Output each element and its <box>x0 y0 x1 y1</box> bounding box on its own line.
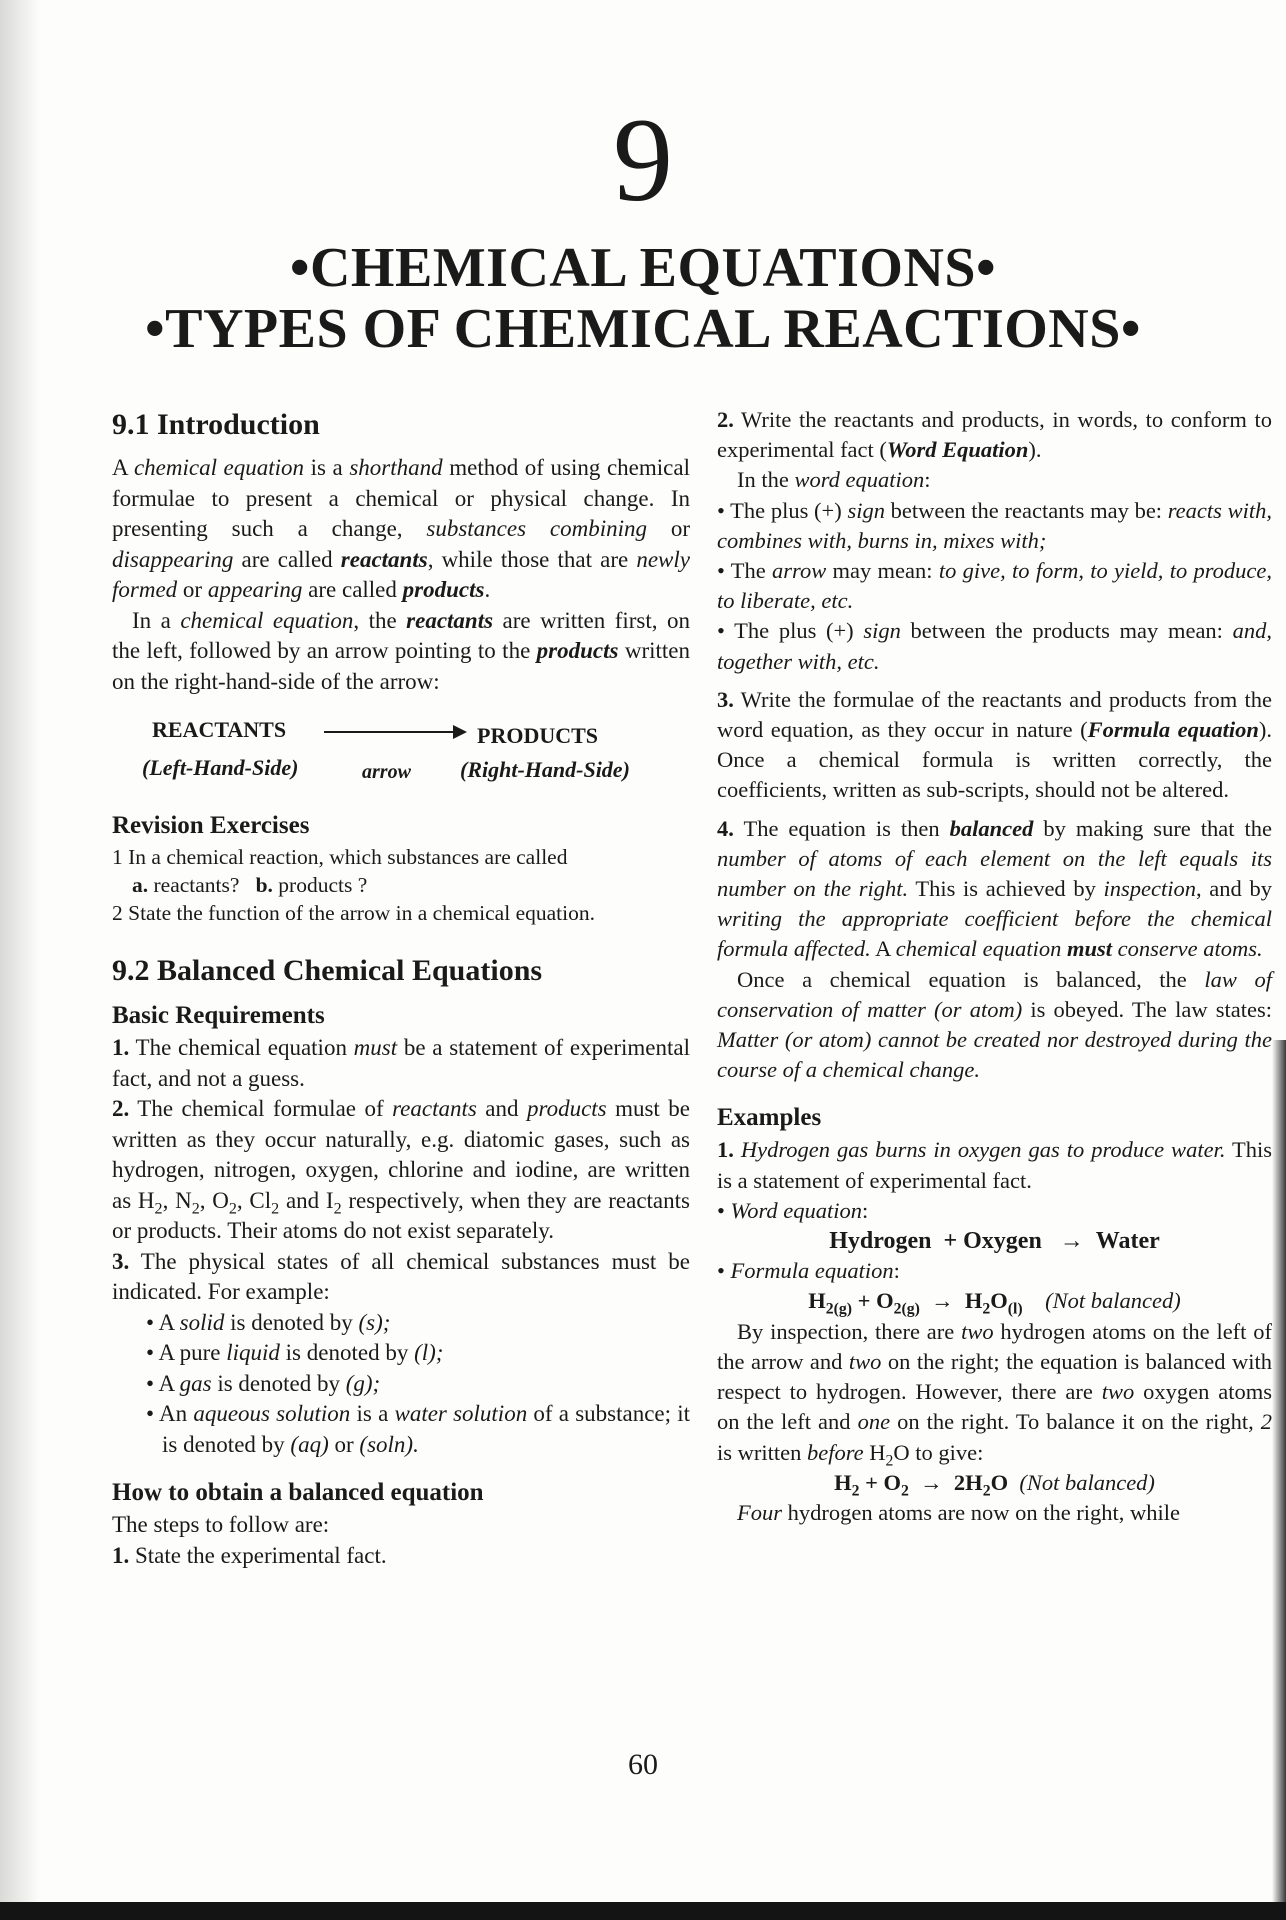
word-equation-label: • Word equation: <box>717 1197 869 1223</box>
chapter-title-line-2: •TYPES OF CHEMICAL REACTIONS• <box>144 298 1141 360</box>
requirement-3: 3. The physical states of all chemical substances must be indicated. For example: <box>112 1248 690 1304</box>
flow-lhs-label: (Left-Hand-Side) <box>142 755 299 780</box>
four-hydrogen-text: Four hydrogen atoms are now on the right, while <box>737 1499 1181 1525</box>
word-equation: Hydrogen + Oxygen → Water <box>829 1228 1160 1255</box>
step-2-intro: In the word equation: <box>737 467 931 493</box>
state-item: • A solid is denoted by (s); <box>146 1309 391 1335</box>
flow-arrow-line <box>324 731 456 733</box>
basic-requirements-heading: Basic Requirements <box>112 1002 325 1029</box>
inspection-paragraph: By inspection, there are two hydrogen atoms on the left of the arrow and two on the right; the equation is balanced with respect to hydrogen. However, there are two oxygen atoms on the left and one on the right. To balance it on the right, 2 is written before $H_2O$ to give: <box>717 1318 1273 1469</box>
step-3: 3. Write the formulae of the reactants and products from the word equation, as they occur in nature (Formula equation). Once a chemical formula is written correctly, the coefficients, written as sub-scripts, should not be altered. <box>717 686 1273 803</box>
intro-paragraph-1: A chemical equation is a shorthand method of using chemical formulae to present a chemical or physical change. In presenting such a change, substances combining or disappearing are called reactants, while those that are newly formed or appearing are called products. <box>112 455 690 602</box>
conservation-law: Once a chemical equation is balanced, the law of conservation of matter (or atom) is obeyed. The law states: Matter (or atom) cannot be created nor destroyed during the course of a chemical change. <box>717 966 1272 1083</box>
state-item: • A gas is denoted by (g); <box>146 1370 381 1396</box>
step-4: 4. The equation is then balanced by making sure that the number of atoms of each element on the left equals its number on the right. This is achieved by inspection, and by writing the appropriate coefficient before the chemical formula affected. A chemical equation must conserve atoms. <box>717 815 1272 962</box>
page-bottom-edge <box>0 1902 1286 1920</box>
flow-rhs-label: (Right-Hand-Side) <box>460 757 630 782</box>
formula-equation-label: • Formula equation: <box>717 1258 900 1284</box>
revision-question-1-options: a. reactants? b. products ? <box>132 873 368 897</box>
reaction-flow-diagram <box>112 715 690 801</box>
step-2-bullet-2: • The arrow may mean: to give, to form, to yield, to produce, to liberate, etc. <box>717 558 1273 614</box>
section-heading-intro: 9.1 Introduction <box>112 408 320 441</box>
how-to-heading: How to obtain a balanced equation <box>112 1479 484 1506</box>
equation-2: $H_2 + O_2 \to 2H_2O$ (Not balanced) <box>834 1469 1155 1500</box>
revision-question-2: 2 State the function of the arrow in a chemical equation. <box>112 901 595 925</box>
step-2: 2. Write the reactants and products, in words, to conform to experimental fact (Word Equation). <box>717 407 1272 463</box>
state-item: • An aqueous solution is a water solution of a substance; it is denoted by (aq) or (soln). <box>146 1401 690 1457</box>
page-edge-shadow <box>1272 1040 1286 1920</box>
section-heading-balanced: 9.2 Balanced Chemical Equations <box>112 954 543 987</box>
arrow-right-icon <box>453 725 467 739</box>
flow-arrow-label: arrow <box>362 761 411 783</box>
step-1: 1. State the experimental fact. <box>112 1542 387 1568</box>
example-1: 1. Hydrogen gas burns in oxygen gas to produce water. This is a statement of experimental fact. <box>717 1137 1272 1193</box>
left-column <box>112 405 690 1571</box>
steps-intro: The steps to follow are: <box>112 1512 330 1537</box>
requirement-1: 1. The chemical equation must be a statement of experimental fact, and not a guess. <box>112 1035 690 1091</box>
state-list <box>112 1308 690 1461</box>
step-2-bullet-1: • The plus (+) sign between the reactants may be: reacts with, combines with, burns in, mixes with; <box>717 497 1272 553</box>
flow-products: PRODUCTS <box>477 723 599 748</box>
chapter-title-line-1: •CHEMICAL EQUATIONS• <box>289 237 997 299</box>
chapter-number: 9 <box>613 93 673 226</box>
revision-question-1: 1 In a chemical reaction, which substances are called <box>112 845 568 869</box>
right-column <box>717 405 1272 1528</box>
state-item: • A pure liquid is denoted by (l); <box>146 1340 444 1365</box>
requirement-2: 2. The chemical formulae of reactants and products must be written as they occur naturally, e.g. diatomic gases, such as hydrogen, nitrogen, oxygen, chlorine and iodine, are written as $H_2$, $N_2$, $O_2$, $Cl_2$ and $I_2$ respectively, when they are reactants or products. Their atoms do not exist separately. <box>112 1096 690 1243</box>
flow-reactants: REACTANTS <box>152 717 287 742</box>
page-number: 60 <box>628 1748 658 1781</box>
formula-equation: $H_{2(g)} + O_{2(g)} \to H_2O_{(l)}$ (Not balanced) <box>808 1288 1181 1318</box>
revision-heading: Revision Exercises <box>112 812 310 839</box>
examples-heading: Examples <box>717 1104 822 1132</box>
step-2-bullet-3: • The plus (+) sign between the products may mean: and, together with, etc. <box>717 618 1272 674</box>
intro-paragraph-2: In a chemical equation, the reactants are written first, on the left, followed by an arrow pointing to the products written on the right-hand-side of the arrow: <box>112 607 690 694</box>
